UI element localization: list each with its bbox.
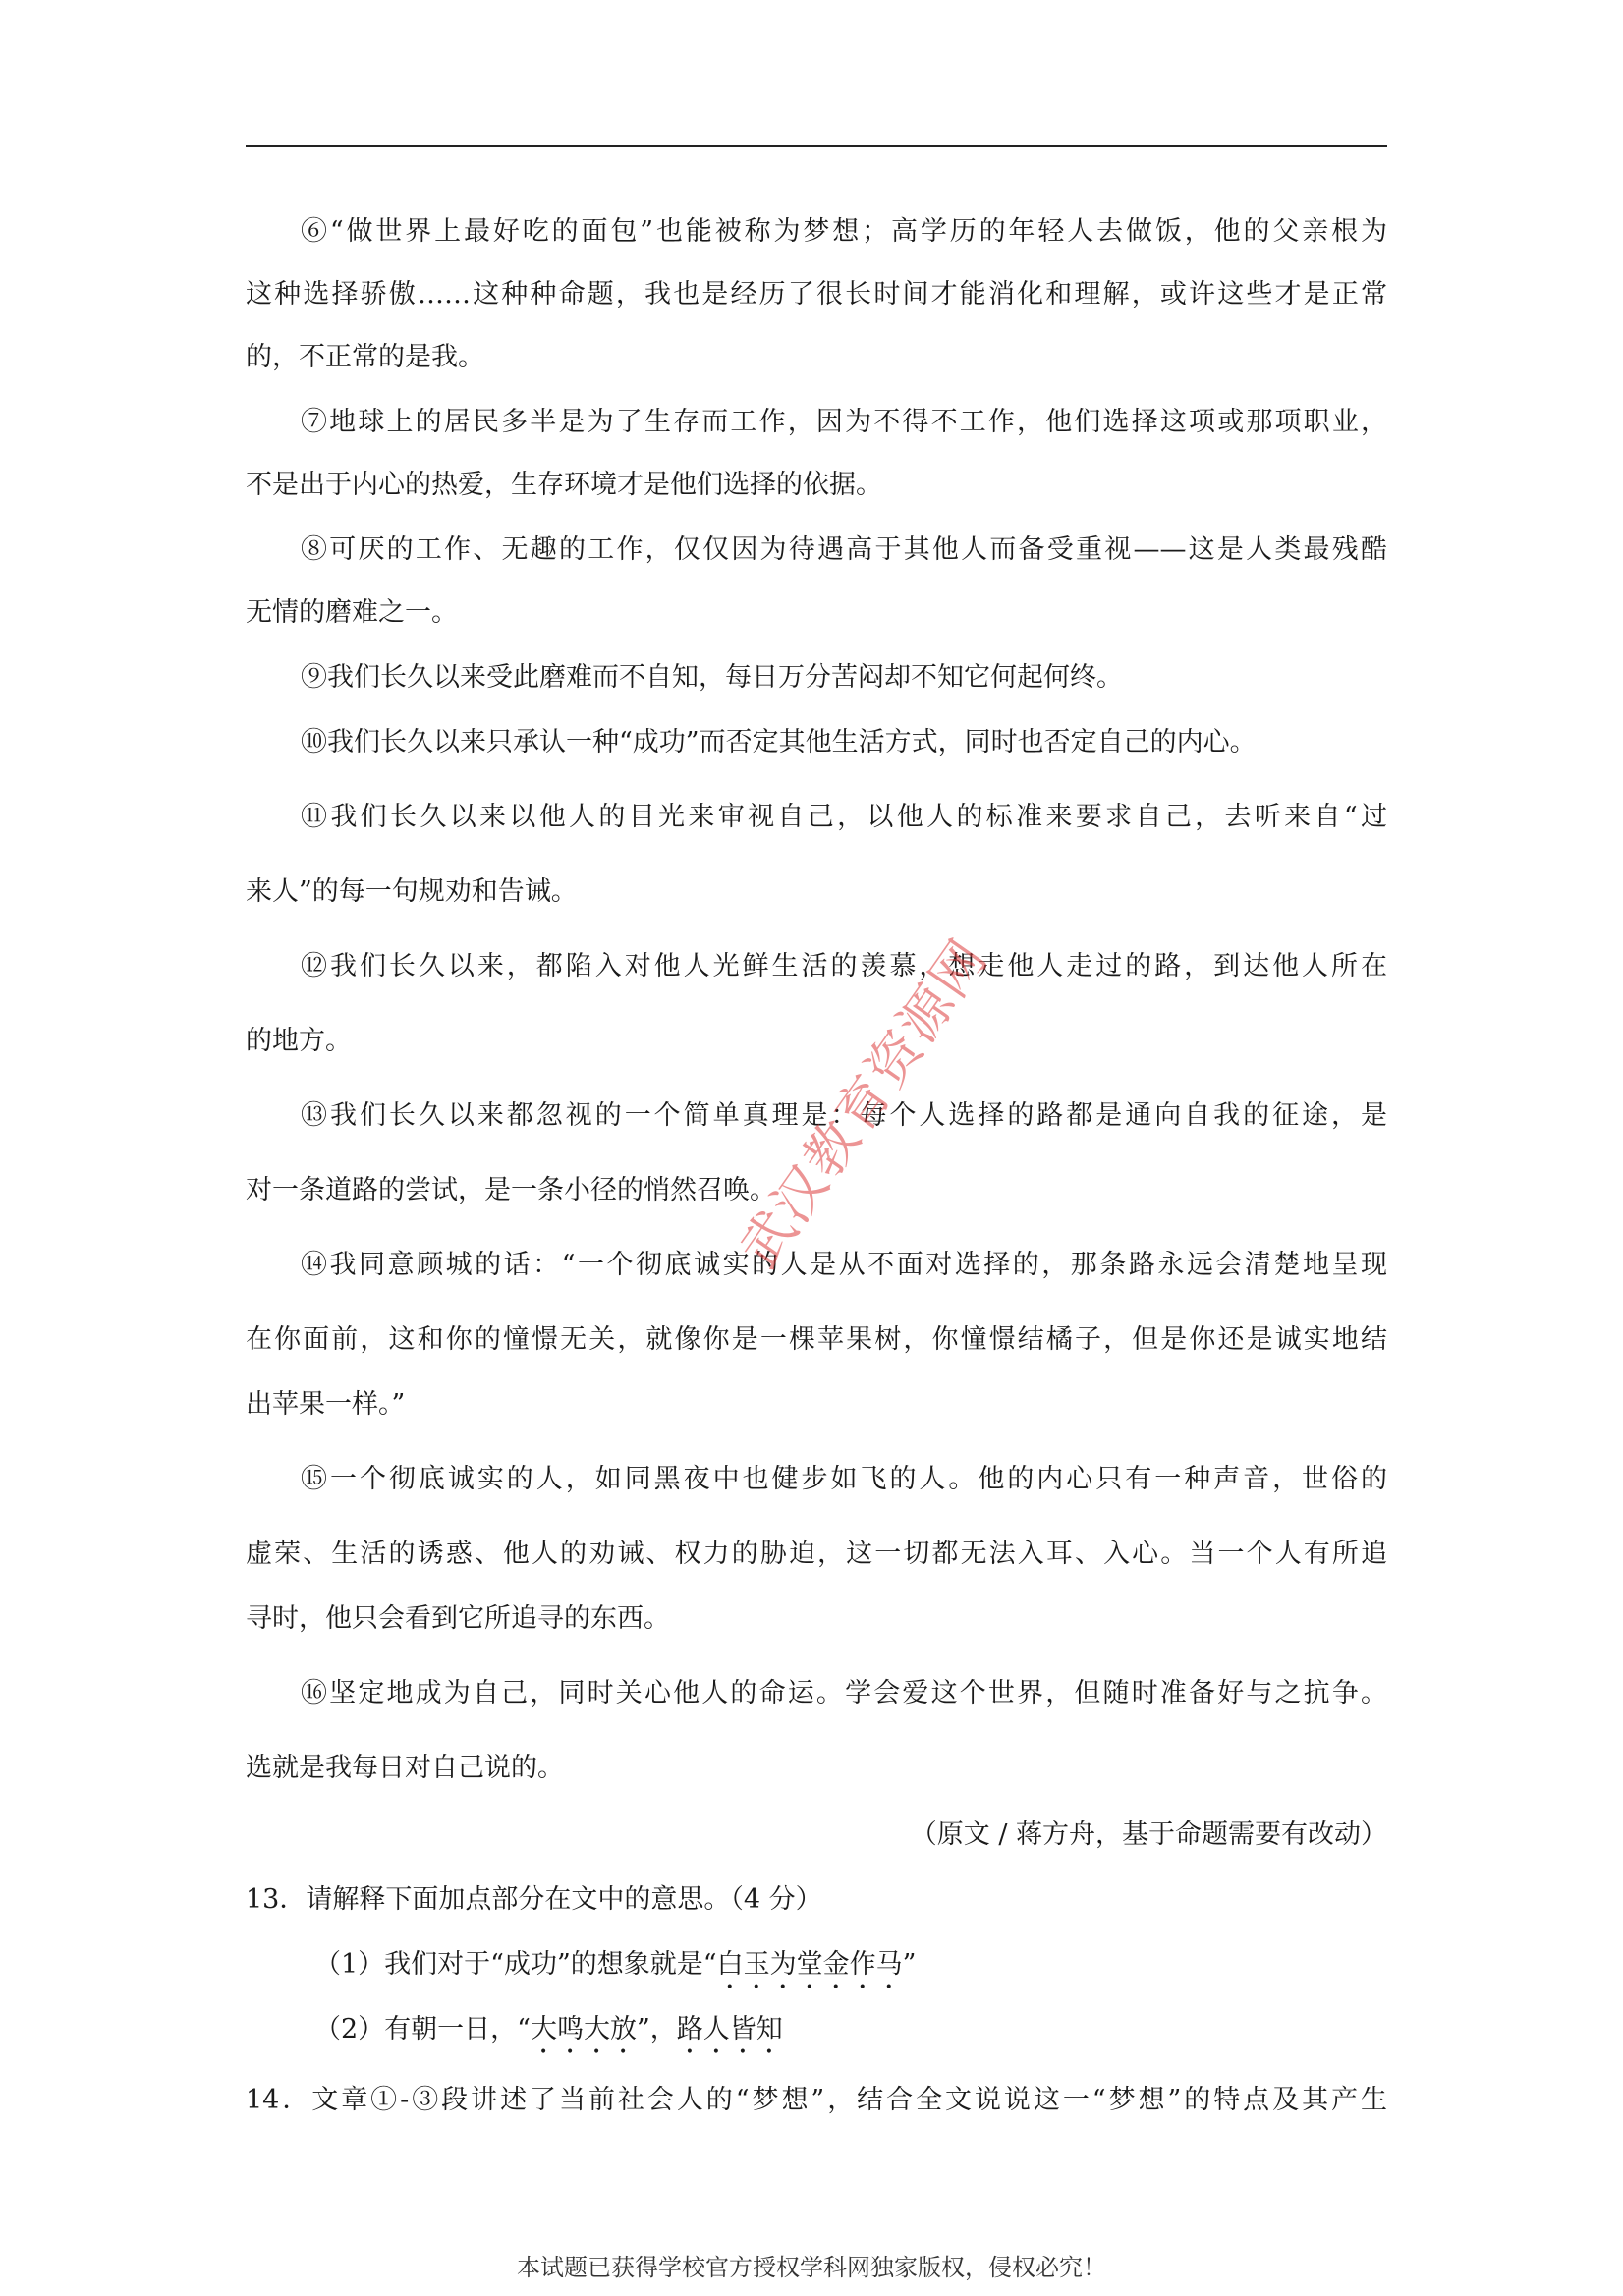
question-14-title: 14．文章①-③段讲述了当前社会人的“梦想”，结合全文说说这一“梦想”的特点及其产生 <box>246 2085 1387 2115</box>
q13-item2-dotted-phrase-1: 大鸣大放 <box>530 2014 637 2044</box>
para-10-line-1: ⑩我们长久以来只承认一种“成功”而否定其他生活方式，同时也否定自己的内心。 <box>301 727 1257 757</box>
question-13-item-2 <box>314 2010 1387 2060</box>
para-8-line-2: 无情的磨难之一。 <box>246 597 458 628</box>
para-6-line-3: 的，不正常的是我。 <box>246 342 484 372</box>
footer-copyright: 本试题已获得学校官方授权学科网独家版权，侵权必究！ <box>517 2254 1106 2281</box>
para-7-line-1: ⑦地球上的居民多半是为了生存而工作，因为不得不工作，他们选择这项或那项职业， <box>301 407 1387 437</box>
para-9-line-1: ⑨我们长久以来受此磨难而不自知，每日万分苦闷却不知它何起何终。 <box>301 662 1123 693</box>
para-7-line-2: 不是出于内心的热爱，生存环境才是他们选择的依据。 <box>246 470 882 500</box>
para-13-line-2: 对一条道路的尝试，是一条小径的悄然召唤。 <box>246 1175 776 1205</box>
q13-item2-dotted-phrase-2: 路人皆知 <box>676 2014 783 2044</box>
header-rule <box>246 145 1387 147</box>
para-11-line-1: ⑪我们长久以来以他人的目光来审视自己，以他人的标准来要求自己，去听来自“过 <box>301 802 1387 832</box>
watermark-text: 武汉教育资源网 <box>728 927 1000 1279</box>
question-13-item-1 <box>314 1945 1387 1995</box>
q13-item1-dotted-phrase: 白玉为堂金作马 <box>716 1949 903 1980</box>
question-13-title: 13．请解释下面加点部分在文中的意思。（4 分） <box>246 1884 822 1915</box>
para-15-line-2: 虚荣、生活的诱惑、他人的劝诫、权力的胁迫，这一切都无法入耳、入心。当一个人有所追 <box>246 1539 1387 1569</box>
para-16-line-1: ⑯坚定地成为自己，同时关心他人的命运。学会爱这个世界，但随时准备好与之抗争。 <box>301 1678 1387 1708</box>
q13-item1-prefix: （1）我们对于“成功”的想象就是“ <box>314 1949 717 1980</box>
para-14-line-2: 在你面前，这和你的憧憬无关，就像你是一棵苹果树，你憧憬结橘子，但是你还是诚实地结 <box>246 1324 1387 1355</box>
para-12-line-2: 的地方。 <box>246 1026 352 1056</box>
para-11-line-2: 来人”的每一句规劝和告诫。 <box>246 876 578 907</box>
para-14-line-3: 出苹果一样。” <box>246 1389 406 1420</box>
para-15-line-1: ⑮一个彻底诚实的人，如同黑夜中也健步如飞的人。他的内心只有一种声音，世俗的 <box>301 1464 1387 1494</box>
para-12-line-1: ⑫我们长久以来，都陷入对他人光鲜生活的羡慕，想走他人走过的路，到达他人所在 <box>301 951 1387 981</box>
para-15-line-3: 寻时，他只会看到它所追寻的东西。 <box>246 1603 670 1634</box>
para-14-line-1: ⑭我同意顾城的话：“一个彻底诚实的人是从不面对选择的，那条路永远会清楚地呈现 <box>301 1250 1387 1280</box>
q13-item1-suffix: ” <box>902 1949 917 1980</box>
para-16-line-2: 选就是我每日对自己说的。 <box>246 1753 564 1783</box>
para-6-line-2: 这种选择骄傲……这种种命题，我也是经历了很长时间才能消化和理解，或许这些才是正常 <box>246 279 1387 309</box>
q13-item2-prefix: （2）有朝一日，“ <box>314 2014 531 2044</box>
q13-item2-mid: ”， <box>636 2014 677 2044</box>
para-13-line-1: ⑬我们长久以来都忽视的一个简单真理是：每个人选择的路都是通向自我的征途，是 <box>301 1100 1387 1131</box>
para-6-line-1: ⑥“做世界上最好吃的面包”也能被称为梦想；高学历的年轻人去做饭，他的父亲根为 <box>301 216 1387 247</box>
source-attribution: （原文 / 蒋方舟，基于命题需要有改动） <box>910 1820 1387 1850</box>
para-8-line-1: ⑧可厌的工作、无趣的工作，仅仅因为待遇高于其他人而备受重视——这是人类最残酷 <box>301 534 1387 565</box>
